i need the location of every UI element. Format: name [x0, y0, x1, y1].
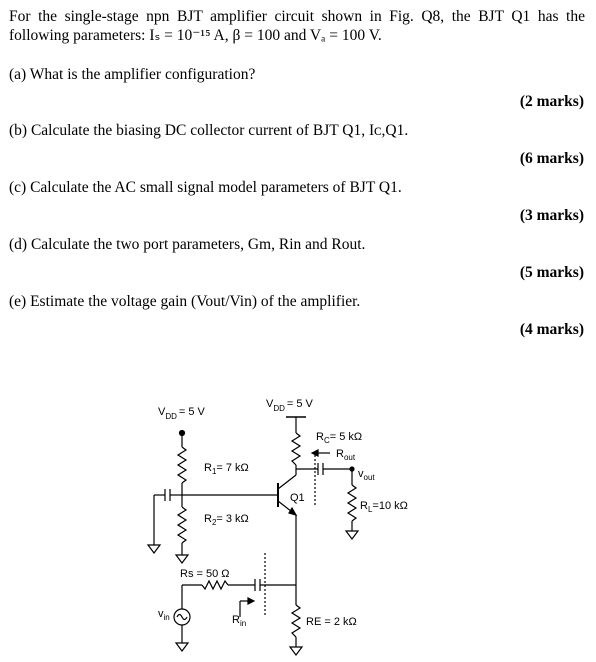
marks-c: (3 marks): [519, 207, 584, 224]
marks-d: (5 marks): [519, 264, 584, 281]
rc-label: $R_C= 5$ kΩ: [316, 431, 363, 445]
marks-e: (4 marks): [519, 321, 584, 338]
q1-emitter-arrow: [289, 508, 296, 515]
circuit-schematic: [140, 385, 440, 662]
vin-label: $v_{in}$: [158, 608, 170, 622]
marks-b: (6 marks): [519, 150, 584, 167]
question-c: (c) Calculate the AC small signal model parameters of BJT Q1.: [9, 179, 402, 196]
marks-a: (2 marks): [519, 93, 584, 110]
vdd-right-label: $V_{DD} = 5$ V: [266, 398, 313, 413]
ground-icon: [176, 643, 188, 651]
intro-line-2: following parameters: Iₛ = 10⁻¹⁵ A, β = 100 and Vₐ = 100 V.: [9, 27, 382, 44]
ground-icon: [346, 531, 358, 539]
q1-label: Q1: [290, 492, 305, 504]
intro-line-1: For the single-stage npn BJT amplifier circuit shown in Fig. Q8, the BJT Q1 has the: [9, 8, 585, 25]
question-d: (d) Calculate the two port parameters, Gm, Rin and Rout.: [9, 236, 366, 253]
rs-resistor: [202, 581, 228, 589]
ground-icon: [290, 647, 302, 655]
question-e: (e) Estimate the voltage gain (Vout/Vin) of the amplifier.: [9, 293, 361, 310]
question-b: (b) Calculate the biasing DC collector current of BJT Q1, Iᴄ,Q1.: [9, 122, 409, 139]
rl-label: $R_L=10$ kΩ: [360, 500, 408, 514]
rc-resistor: [292, 433, 300, 465]
vout-label: $v_{out}$: [358, 468, 375, 482]
rl-resistor: [348, 485, 356, 521]
r1-label: $R_1= 7$ kΩ: [204, 462, 249, 476]
ground-icon: [176, 555, 188, 563]
r2-label: $R_2= 3$ kΩ: [204, 513, 249, 527]
rout-label: $R_{out}$: [336, 448, 356, 462]
vdd-left-label: $V_{DD} = 5$ V: [158, 406, 205, 421]
rs-label: Rs = 50 Ω: [180, 568, 230, 580]
r1-resistor: [178, 447, 186, 483]
r2-resistor: [178, 507, 186, 543]
ground-icon: [148, 545, 160, 553]
re-resistor: [292, 605, 300, 637]
re-label: RE = 2 kΩ: [306, 616, 357, 628]
question-a: (a) What is the amplifier configuration?: [9, 66, 256, 83]
rin-label: $R_{in}$: [232, 614, 247, 628]
